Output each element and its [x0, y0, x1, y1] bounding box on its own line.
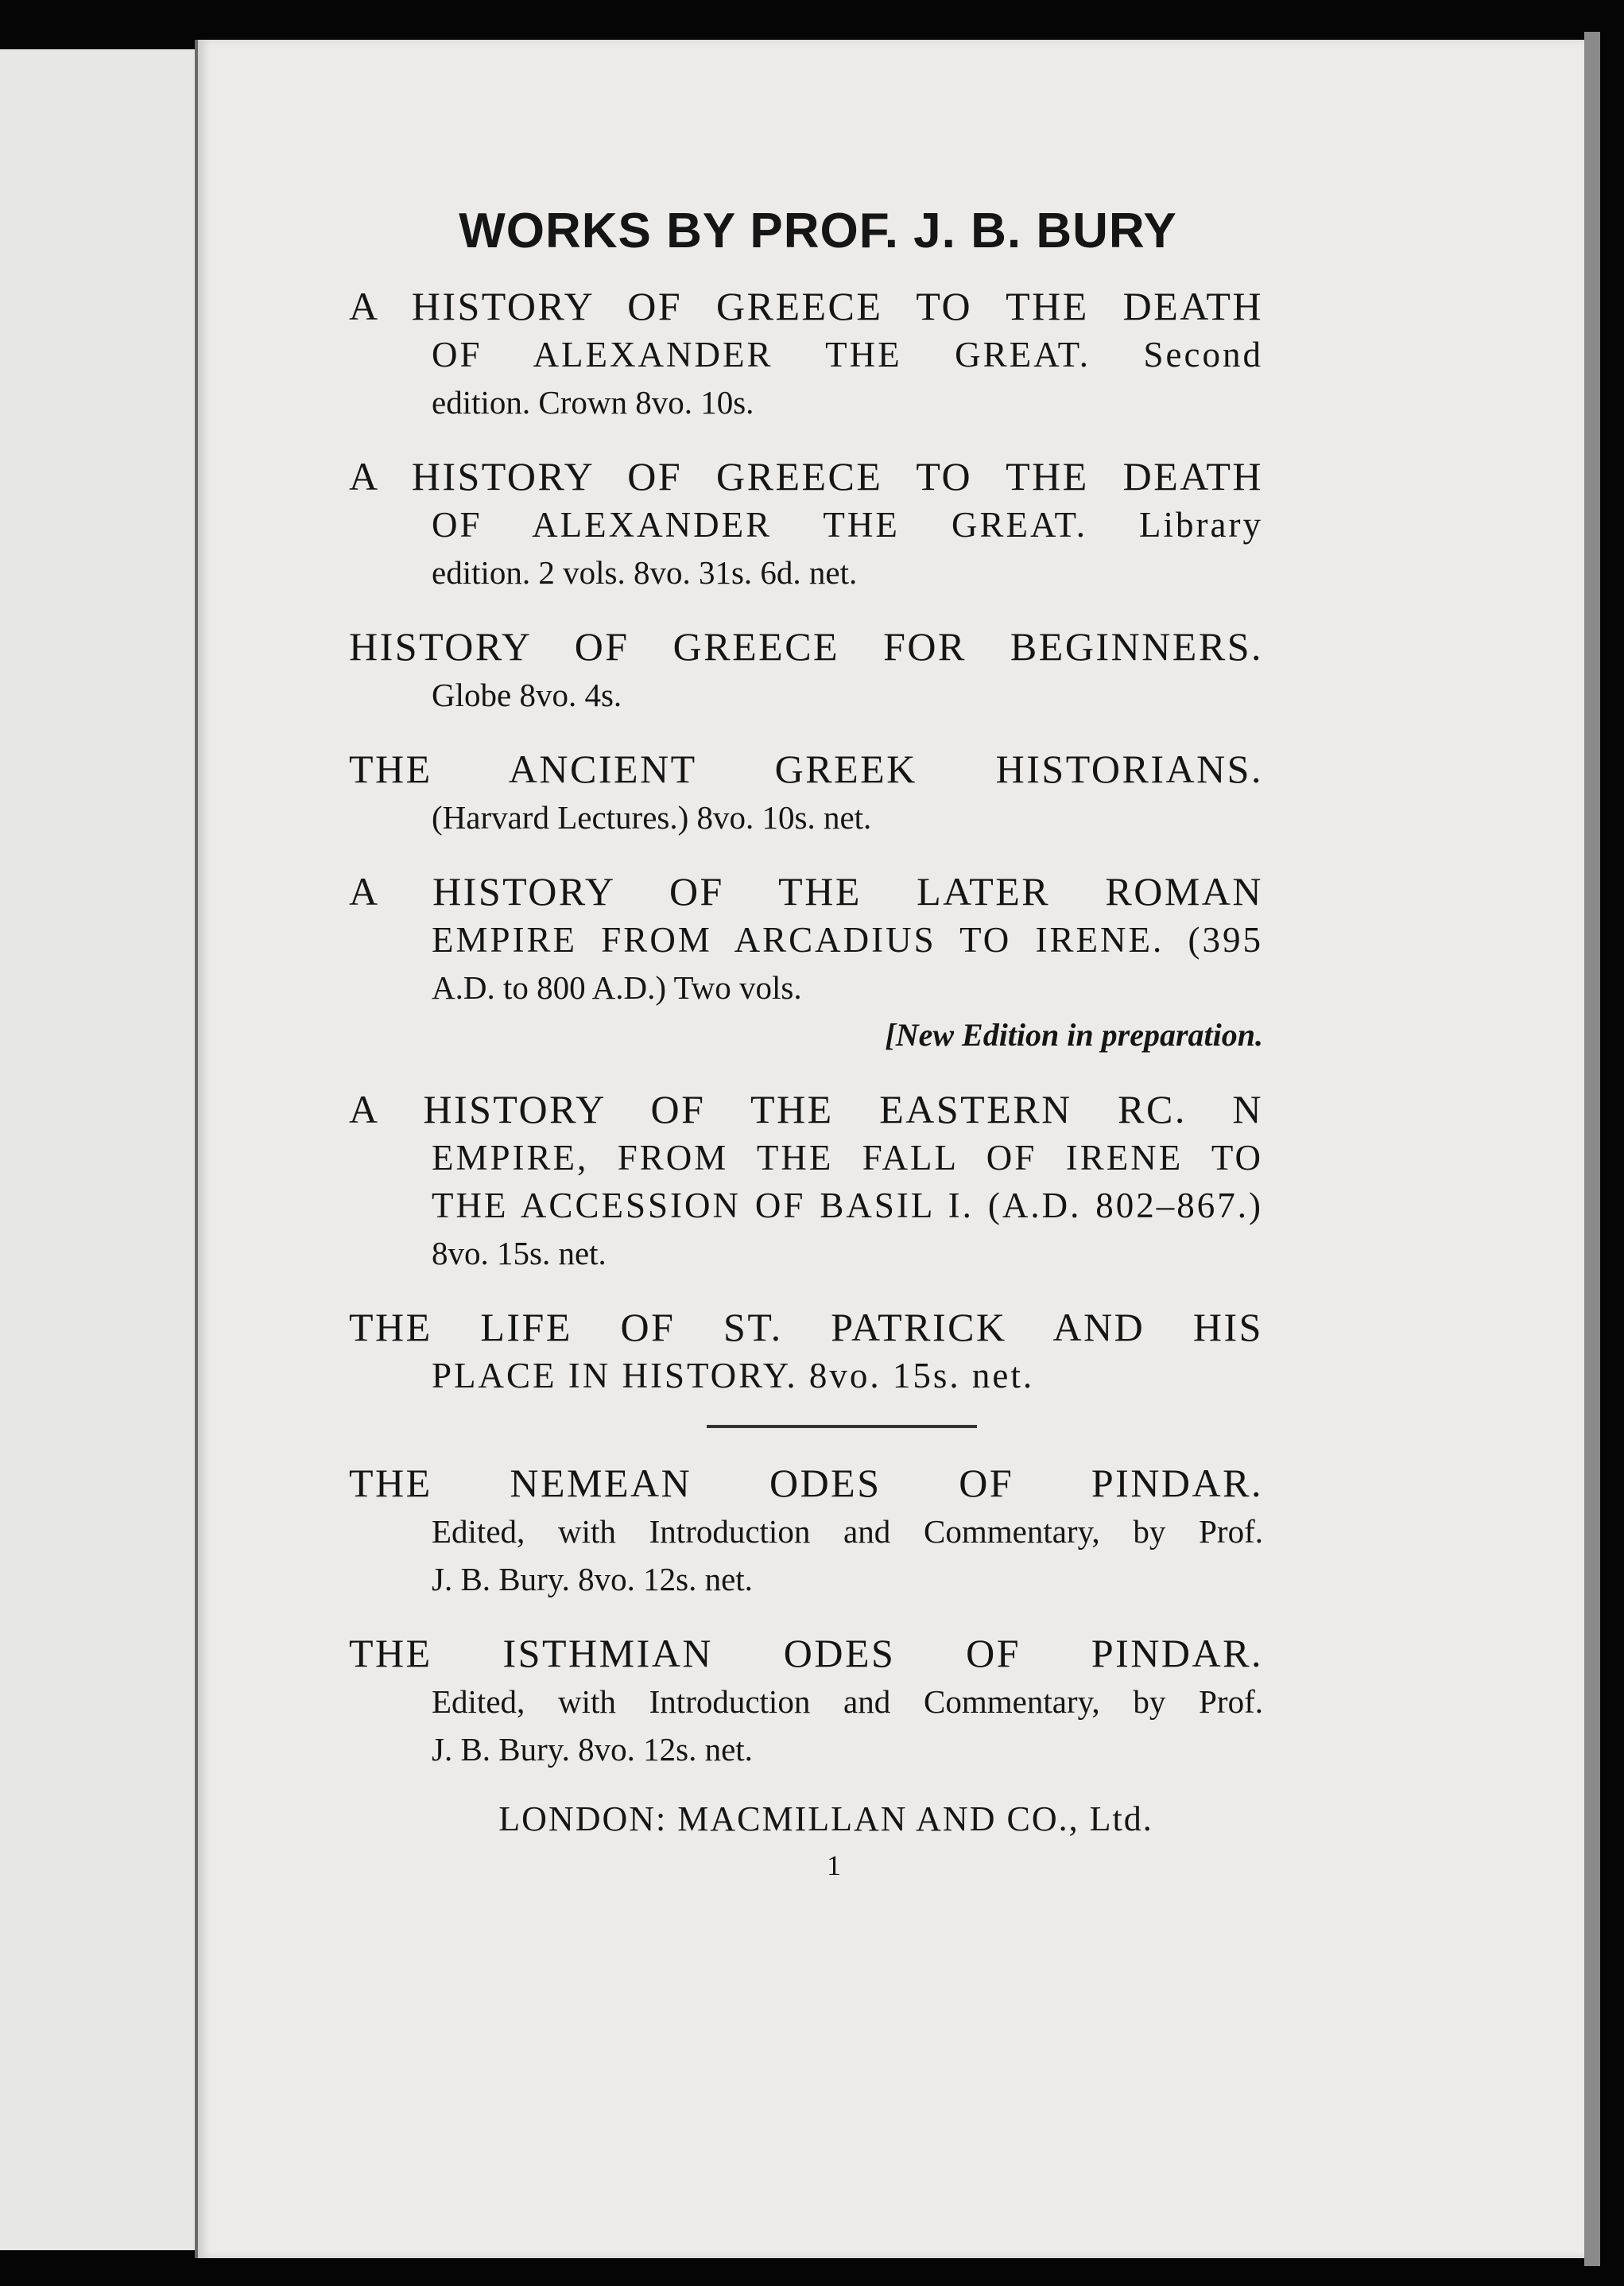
entry-line: OF ALEXANDER THE GREAT. Library — [432, 505, 1263, 545]
entry-body — [432, 671, 1263, 719]
entry-line: THE ACCESSION OF BASIL I. (A.D. 802–867.) — [432, 1186, 1263, 1225]
divider-rule — [707, 1425, 977, 1428]
book-entry — [349, 1628, 1303, 1773]
entry-line: 8vo. 15s. net. — [432, 1235, 607, 1271]
entry-line: Edited, with Introduction and Commentary, by Prof. — [432, 1683, 1263, 1720]
advertisement-content — [349, 203, 1303, 1882]
book-entry — [349, 452, 1303, 596]
publisher-imprint: LONDON: MACMILLAN AND CO., Ltd. — [498, 1799, 1153, 1838]
facing-page — [0, 49, 215, 2250]
book-entry — [349, 1458, 1303, 1603]
page-number: 1 — [827, 1849, 841, 1881]
entry-title: THE LIFE OF ST. PATRICK AND HIS — [349, 1305, 1263, 1349]
entry-line: A.D. to 800 A.D.) Two vols. — [432, 969, 802, 1006]
book-entry — [349, 281, 1303, 426]
page-heading: WORKS BY PROF. J. B. BURY — [459, 204, 1177, 258]
entry-title: THE NEMEAN ODES OF PINDAR. — [349, 1461, 1263, 1505]
entry-line: J. B. Bury. 8vo. 12s. net. — [432, 1731, 753, 1768]
entry-line: PLACE IN HISTORY. 8vo. 15s. net. — [432, 1356, 1035, 1395]
entry-title: THE ISTHMIAN ODES OF PINDAR. — [349, 1631, 1263, 1675]
entry-title: A HISTORY OF THE EASTERN RC. N — [349, 1087, 1263, 1131]
entry-line: J. B. Bury. 8vo. 12s. net. — [432, 1561, 753, 1597]
entry-body — [432, 1678, 1263, 1773]
entry-body — [432, 1352, 1263, 1399]
book-entry — [349, 1085, 1303, 1277]
book-entry — [349, 744, 1303, 841]
entry-line: EMPIRE FROM ARCADIUS TO IRENE. (395 — [432, 920, 1263, 960]
entry-title: HISTORY OF GREECE FOR BEGINNERS. — [349, 624, 1263, 669]
entry-note: [New Edition in preparation. — [885, 1017, 1263, 1053]
entry-body — [432, 331, 1263, 426]
entry-body — [432, 916, 1263, 1059]
book-entry — [349, 867, 1303, 1059]
entry-body — [432, 1134, 1263, 1277]
entry-line: (Harvard Lectures.) 8vo. 10s. net. — [432, 799, 872, 836]
entry-body — [432, 1508, 1263, 1603]
book-entry — [349, 622, 1303, 719]
entry-title: A HISTORY OF GREECE TO THE DEATH — [349, 454, 1263, 499]
entry-line: OF ALEXANDER THE GREAT. Second — [432, 335, 1263, 375]
book-entry — [349, 1302, 1303, 1399]
entry-body — [432, 501, 1263, 596]
entry-line: EMPIRE, FROM THE FALL OF IRENE TO — [432, 1138, 1263, 1178]
book-page — [195, 40, 1587, 2258]
entry-body — [432, 794, 1263, 841]
entry-line: Globe 8vo. 4s. — [432, 677, 622, 713]
entry-title: THE ANCIENT GREEK HISTORIANS. — [349, 747, 1263, 791]
entry-title: A HISTORY OF THE LATER ROMAN — [349, 869, 1263, 914]
entry-line: edition. Crown 8vo. 10s. — [432, 384, 754, 421]
entry-title: A HISTORY OF GREECE TO THE DEATH — [349, 284, 1263, 328]
entry-line: edition. 2 vols. 8vo. 31s. 6d. net. — [432, 554, 858, 591]
page-edge — [1584, 32, 1600, 2266]
entry-line: Edited, with Introduction and Commentary, by Prof. — [432, 1513, 1263, 1550]
